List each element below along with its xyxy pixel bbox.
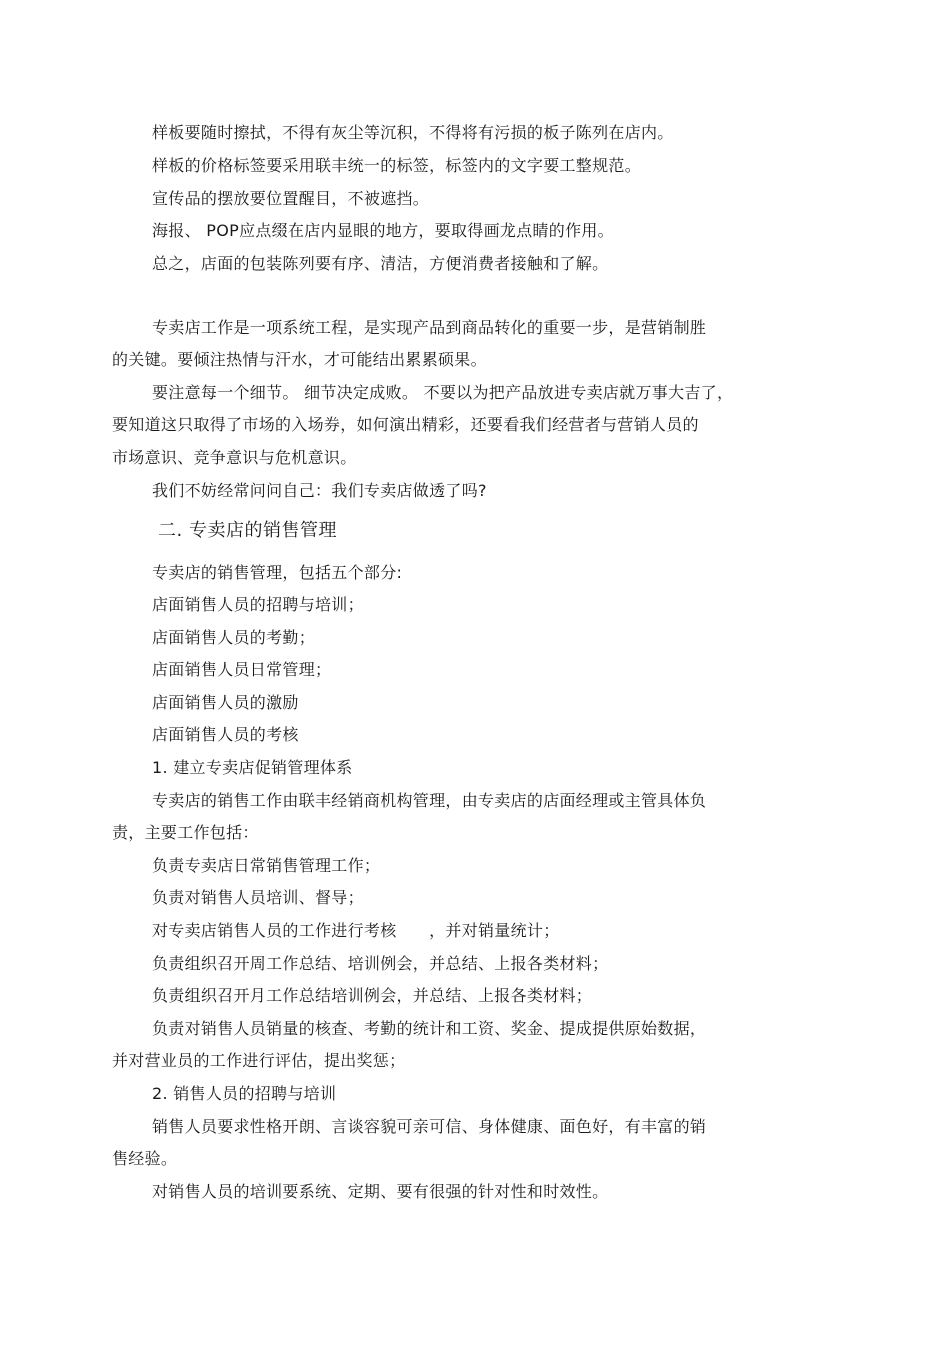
paragraph-line: 并对营业员的工作进行评估，提出奖惩； xyxy=(112,1051,406,1070)
list-item: 负责组织召开月工作总结培训例会，并总结、上报各类材料； xyxy=(152,986,593,1005)
paragraph-line: 的关键。要倾注热情与汗水，才可能结出累累硕果。 xyxy=(112,350,487,369)
paragraph-line: 样板的价格标签要采用联丰统一的标签，标签内的文字要工整规范。 xyxy=(152,156,642,175)
paragraph-line: 市场意识、竞争意识与危机意识。 xyxy=(112,448,357,467)
paragraph-line: 要注意每一个细节。 细节决定成败。 不要以为把产品放进专卖店就万事大吉了， xyxy=(152,383,734,402)
list-item: 负责对销售人员销量的核查、考勤的统计和工资、奖金、提成提供原始数据， xyxy=(152,1019,707,1038)
list-item: 店面销售人员日常管理； xyxy=(152,660,332,679)
paragraph-line: 总之，店面的包装陈列要有序、清洁，方便消费者接触和了解。 xyxy=(152,254,609,273)
list-item: 负责组织召开周工作总结、培训例会，并总结、上报各类材料； xyxy=(152,954,609,973)
paragraph-line: 海报、 POP应点缀在店内显眼的地方，要取得画龙点睛的作用。 xyxy=(152,221,614,240)
list-item: 店面销售人员的招聘与培训； xyxy=(152,595,364,614)
list-item: 对专卖店销售人员的工作进行考核 ，并对销量统计； xyxy=(152,921,560,940)
paragraph-line: 销售人员要求性格开朗、言谈容貌可亲可信、身体健康、面色好，有丰富的销 xyxy=(152,1117,707,1136)
paragraph-line: 责，主要工作包括： xyxy=(112,823,259,842)
list-item: 负责专卖店日常销售管理工作； xyxy=(152,856,381,875)
section-heading: 二. 专卖店的销售管理 xyxy=(158,520,337,541)
paragraph-line: 要知道这只取得了市场的入场券，如何演出精彩，还要看我们经营者与营销人员的 xyxy=(112,415,699,434)
list-item: 店面销售人员的考勤； xyxy=(152,628,316,647)
paragraph-line: 我们不妨经常问问自己：我们专卖店做透了吗? xyxy=(152,481,487,500)
paragraph-line: 专卖店工作是一项系统工程，是实现产品到商品转化的重要一步，是营销制胜 xyxy=(152,318,707,337)
paragraph-line: 宣传品的摆放要位置醒目，不被遮挡。 xyxy=(152,189,430,208)
list-item: 店面销售人员的考核 xyxy=(152,725,299,744)
paragraph-line: 专卖店的销售管理，包括五个部分: xyxy=(152,563,403,582)
paragraph-line: 对销售人员的培训要系统、定期、要有很强的针对性和时效性。 xyxy=(152,1182,609,1201)
list-item: 店面销售人员的激励 xyxy=(152,693,299,712)
list-item: 负责对销售人员培训、督导； xyxy=(152,888,364,907)
subsection-heading: 1. 建立专卖店促销管理体系 xyxy=(152,758,353,777)
paragraph-line: 样板要随时擦拭，不得有灰尘等沉积，不得将有污损的板子陈列在店内。 xyxy=(152,123,674,142)
paragraph-line: 专卖店的销售工作由联丰经销商机构管理，由专卖店的店面经理或主管具体负 xyxy=(152,791,707,810)
subsection-heading: 2. 销售人员的招聘与培训 xyxy=(152,1084,337,1103)
paragraph-line: 售经验。 xyxy=(112,1149,178,1168)
